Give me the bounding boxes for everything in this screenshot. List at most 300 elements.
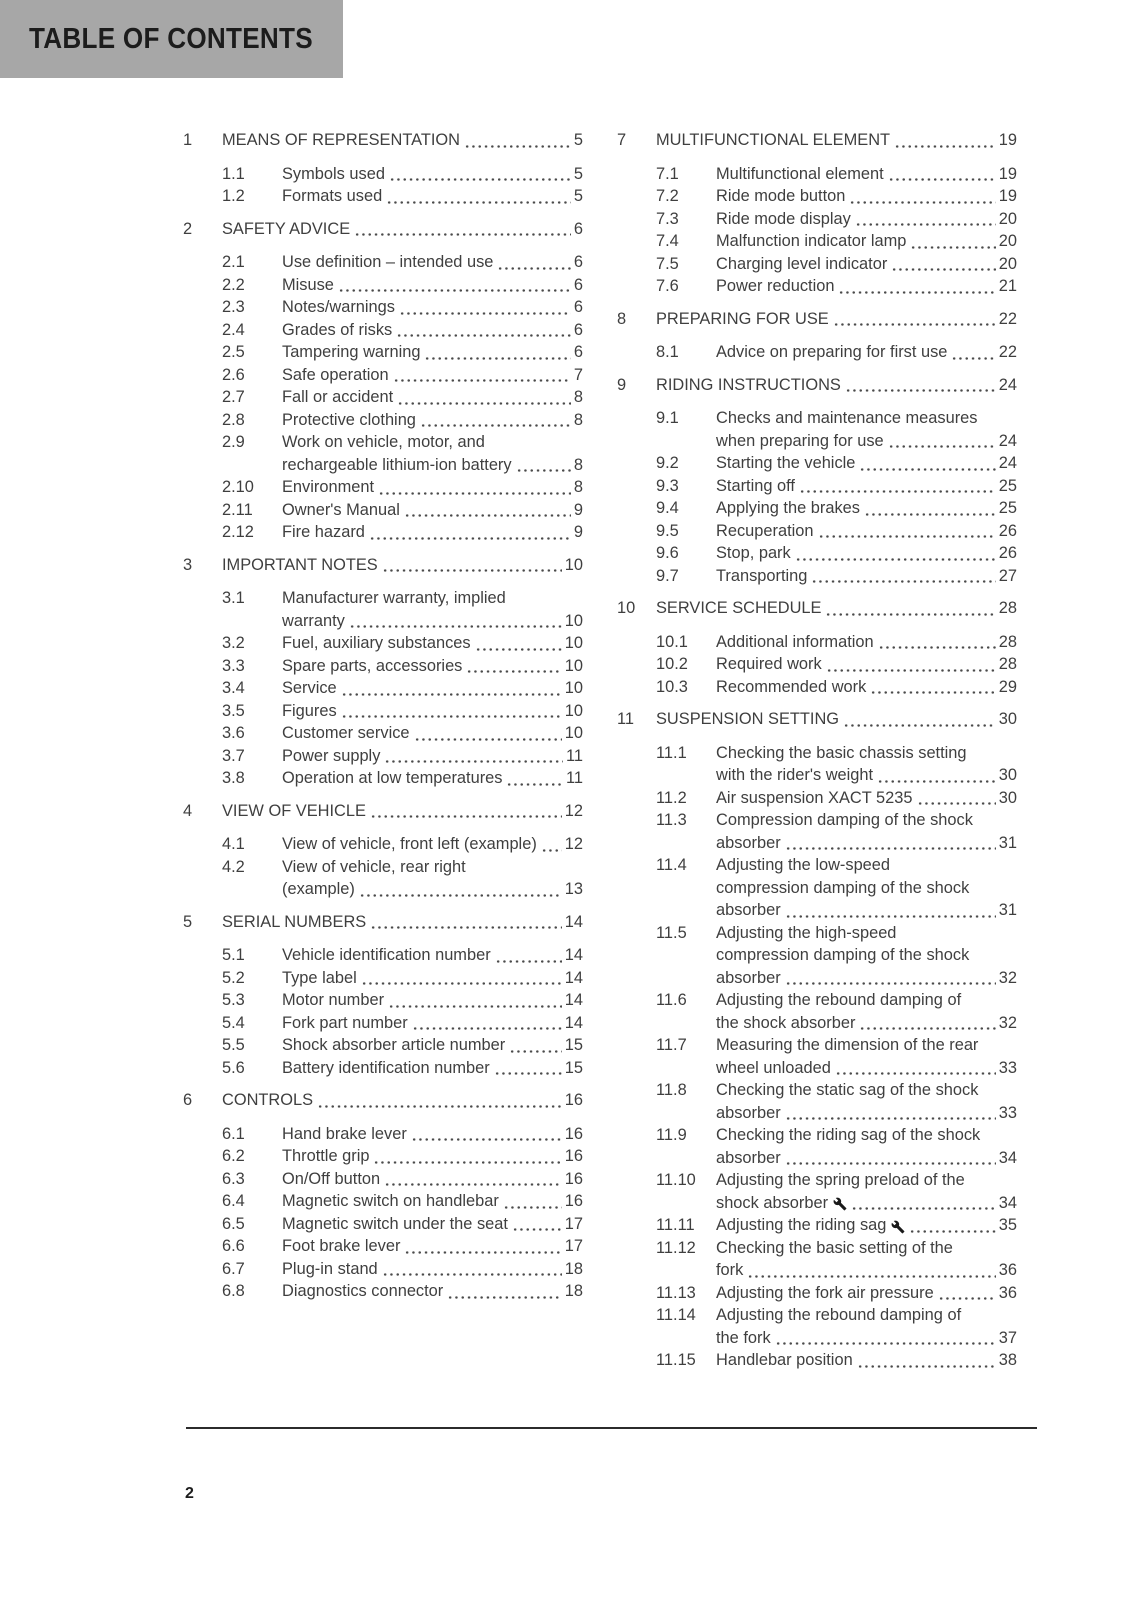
dot-leader bbox=[857, 1365, 996, 1368]
entry-page-number: 9 bbox=[573, 523, 583, 541]
entry-number: 2.8 bbox=[222, 410, 245, 429]
entry-number: 9.2 bbox=[656, 454, 679, 472]
dot-leader bbox=[799, 490, 996, 493]
entry-title: View of vehicle, front left (example) bbox=[282, 835, 537, 853]
dot-leader bbox=[888, 445, 996, 448]
entry-title: shock absorber bbox=[716, 1193, 829, 1212]
entry-title: Transporting bbox=[716, 566, 808, 585]
toc-entry bbox=[183, 499, 583, 522]
toc-entry bbox=[183, 386, 583, 409]
entry-title-line: View of vehicle, rear right bbox=[282, 857, 466, 876]
toc-entry bbox=[617, 1282, 1017, 1305]
toc-entry bbox=[183, 856, 583, 901]
dot-leader bbox=[412, 1027, 562, 1030]
toc-section bbox=[183, 129, 583, 208]
dot-leader bbox=[341, 715, 562, 718]
dot-leader bbox=[495, 960, 562, 963]
entry-number: 1 bbox=[183, 131, 193, 149]
toc-entry bbox=[183, 1235, 583, 1258]
toc-entry bbox=[617, 631, 1017, 654]
dot-leader bbox=[378, 492, 571, 495]
entry-title: Handlebar position bbox=[716, 1351, 853, 1369]
dot-leader bbox=[845, 389, 996, 392]
entry-page-number: 8 bbox=[573, 410, 583, 429]
entry-number: 11.10 bbox=[656, 1171, 696, 1189]
entry-title: Stop, park bbox=[716, 544, 791, 562]
dot-leader bbox=[909, 1230, 995, 1233]
dot-leader bbox=[359, 894, 562, 897]
entry-number: 9.6 bbox=[656, 544, 679, 562]
dot-leader bbox=[851, 1207, 996, 1210]
entry-title: absorber bbox=[716, 968, 781, 987]
entry-number: 8 bbox=[617, 309, 627, 328]
dot-leader bbox=[855, 223, 996, 226]
entry-title: MEANS OF REPRESENTATION bbox=[222, 131, 460, 149]
entry-page-number: 38 bbox=[998, 1351, 1017, 1369]
entry-number: 6.5 bbox=[222, 1214, 245, 1233]
dot-leader bbox=[349, 625, 562, 628]
entry-number: 3.2 bbox=[222, 634, 245, 652]
dot-leader bbox=[894, 145, 996, 148]
entry-page-number: 30 bbox=[998, 766, 1017, 784]
toc-entry bbox=[617, 163, 1017, 186]
entry-page-number: 32 bbox=[998, 968, 1017, 987]
entry-title: Adjusting the riding sag bbox=[716, 1216, 887, 1234]
toc-entry bbox=[617, 1124, 1017, 1169]
toc-entry bbox=[183, 296, 583, 319]
dot-leader bbox=[795, 558, 996, 561]
entry-page-number: 30 bbox=[998, 710, 1017, 728]
toc-entry bbox=[183, 745, 583, 768]
toc-section-header bbox=[617, 597, 1017, 620]
entry-number: 9.4 bbox=[656, 499, 679, 517]
entry-title: Magnetic switch under the seat bbox=[282, 1214, 508, 1233]
entry-page-number: 6 bbox=[573, 343, 583, 361]
entry-page-number: 24 bbox=[998, 431, 1017, 450]
dot-leader bbox=[785, 1117, 996, 1120]
entry-page-number: 5 bbox=[573, 187, 583, 205]
entry-page-number: 8 bbox=[573, 478, 583, 496]
wrench-icon bbox=[833, 1197, 847, 1211]
entry-title: VIEW OF VEHICLE bbox=[222, 801, 366, 820]
toc-section bbox=[617, 708, 1017, 1372]
entry-number: 9.1 bbox=[656, 409, 679, 427]
toc-section bbox=[617, 129, 1017, 298]
entry-title-line: Checking the static sag of the shock bbox=[716, 1081, 979, 1099]
entry-number: 6.1 bbox=[222, 1124, 245, 1143]
dot-leader bbox=[397, 402, 571, 405]
entry-number: 9.3 bbox=[656, 476, 679, 495]
entry-title: Diagnostics connector bbox=[282, 1282, 444, 1300]
entry-title: Misuse bbox=[282, 275, 334, 294]
entry-title-line: compression damping of the shock bbox=[716, 946, 970, 964]
entry-number: 6.7 bbox=[222, 1259, 245, 1278]
entry-title: Vehicle identification number bbox=[282, 946, 491, 964]
entry-number: 9 bbox=[617, 375, 627, 394]
toc-entry bbox=[183, 700, 583, 723]
dot-leader bbox=[516, 469, 571, 472]
entry-title: Ride mode button bbox=[716, 187, 846, 205]
toc-entry bbox=[183, 677, 583, 700]
toc-entry bbox=[617, 253, 1017, 276]
entry-number: 11.15 bbox=[656, 1351, 696, 1369]
entry-title: RIDING INSTRUCTIONS bbox=[656, 375, 841, 394]
entry-title: Use definition – intended use bbox=[282, 253, 494, 271]
entry-number: 11.9 bbox=[656, 1126, 687, 1144]
entry-title-line: Manufacturer warranty, implied bbox=[282, 589, 506, 607]
entry-page-number: 12 bbox=[564, 835, 583, 853]
dot-leader bbox=[506, 783, 563, 786]
toc-entry bbox=[183, 1145, 583, 1168]
toc-entry bbox=[617, 653, 1017, 676]
toc-entry bbox=[183, 632, 583, 655]
entry-page-number: 28 bbox=[998, 655, 1017, 673]
entry-page-number: 10 bbox=[564, 634, 583, 652]
entry-page-number: 16 bbox=[564, 1124, 583, 1143]
entry-number: 6.8 bbox=[222, 1282, 245, 1300]
entry-page-number: 22 bbox=[998, 309, 1017, 328]
dot-leader bbox=[503, 1206, 562, 1209]
dot-leader bbox=[917, 802, 996, 805]
entry-number: 11.2 bbox=[656, 788, 687, 807]
entry-number: 7.4 bbox=[656, 232, 679, 250]
dot-leader bbox=[388, 1005, 562, 1008]
entry-number: 5.1 bbox=[222, 946, 245, 964]
entry-number: 11.14 bbox=[656, 1306, 696, 1324]
entry-title-line: Checks and maintenance measures bbox=[716, 409, 978, 427]
toc-entry bbox=[183, 476, 583, 499]
entry-title-line: Checking the basic chassis setting bbox=[716, 743, 967, 762]
entry-number: 2.11 bbox=[222, 500, 253, 519]
entry-number: 3 bbox=[183, 555, 193, 574]
dot-leader bbox=[843, 724, 996, 727]
toc-column bbox=[183, 129, 583, 1372]
toc-entry bbox=[617, 565, 1017, 588]
toc-entry bbox=[183, 967, 583, 990]
entry-page-number: 37 bbox=[998, 1328, 1017, 1347]
toc-entry bbox=[183, 1190, 583, 1213]
dot-leader bbox=[494, 1072, 562, 1075]
entry-title: Additional information bbox=[716, 632, 874, 651]
dot-leader bbox=[464, 145, 571, 148]
entry-number: 4.2 bbox=[222, 857, 245, 876]
entry-page-number: 28 bbox=[998, 599, 1017, 617]
toc-entry bbox=[183, 1258, 583, 1281]
dot-leader bbox=[396, 334, 571, 337]
toc-entry bbox=[183, 1034, 583, 1057]
toc-entry bbox=[617, 1349, 1017, 1372]
toc-entry bbox=[617, 1214, 1017, 1237]
toc-section-header bbox=[617, 308, 1017, 331]
dot-leader bbox=[414, 738, 562, 741]
toc-entry bbox=[183, 319, 583, 342]
entry-number: 11.3 bbox=[656, 811, 687, 829]
entry-title: Notes/warnings bbox=[282, 298, 395, 316]
entry-page-number: 34 bbox=[998, 1193, 1017, 1212]
entry-title-line: Adjusting the rebound damping of bbox=[716, 991, 962, 1009]
entry-number: 11.1 bbox=[656, 743, 687, 762]
toc-section bbox=[617, 597, 1017, 698]
entry-number: 11.12 bbox=[656, 1238, 696, 1257]
table-of-contents bbox=[183, 129, 1023, 1372]
entry-page-number: 31 bbox=[998, 833, 1017, 852]
entry-title: Air suspension XACT 5235 bbox=[716, 788, 913, 807]
entry-page-number: 30 bbox=[998, 788, 1017, 807]
entry-number: 5.2 bbox=[222, 968, 245, 987]
entry-title: Safe operation bbox=[282, 365, 389, 384]
entry-title: Tampering warning bbox=[282, 343, 421, 361]
entry-number: 9.5 bbox=[656, 521, 679, 540]
toc-section-header bbox=[183, 1089, 583, 1112]
dot-leader bbox=[404, 1251, 561, 1254]
entry-number: 5.3 bbox=[222, 991, 245, 1009]
toc-entry bbox=[617, 742, 1017, 787]
entry-title: Type label bbox=[282, 968, 357, 987]
entry-page-number: 24 bbox=[998, 375, 1017, 394]
toc-entry bbox=[617, 989, 1017, 1034]
entry-title: Malfunction indicator lamp bbox=[716, 232, 907, 250]
toc-entry bbox=[183, 989, 583, 1012]
dot-leader bbox=[878, 646, 996, 649]
dot-leader bbox=[384, 1183, 562, 1186]
entry-page-number: 11 bbox=[565, 769, 583, 787]
toc-entry bbox=[617, 1034, 1017, 1079]
toc-section-header bbox=[183, 218, 583, 241]
entry-title: absorber bbox=[716, 901, 781, 919]
entry-page-number: 16 bbox=[564, 1169, 583, 1188]
entry-page-number: 29 bbox=[998, 677, 1017, 696]
entry-number: 2.3 bbox=[222, 298, 245, 316]
dot-leader bbox=[382, 569, 562, 572]
entry-page-number: 6 bbox=[573, 320, 583, 339]
entry-number: 2.7 bbox=[222, 388, 245, 406]
entry-number: 11.7 bbox=[656, 1036, 687, 1054]
entry-number: 7.6 bbox=[656, 277, 679, 295]
toc-entry bbox=[183, 185, 583, 208]
entry-page-number: 31 bbox=[998, 901, 1017, 919]
dot-leader bbox=[864, 513, 996, 516]
dot-leader bbox=[849, 201, 995, 204]
entry-number: 11.11 bbox=[656, 1216, 695, 1234]
entry-page-number: 15 bbox=[564, 1036, 583, 1054]
entry-title: warranty bbox=[282, 611, 345, 630]
dot-leader bbox=[497, 267, 570, 270]
dot-leader bbox=[811, 580, 995, 583]
toc-entry bbox=[183, 409, 583, 432]
dot-leader bbox=[317, 1105, 562, 1108]
entry-number: 2.1 bbox=[222, 253, 245, 271]
dot-leader bbox=[447, 1296, 562, 1299]
dot-leader bbox=[833, 323, 996, 326]
toc-entry bbox=[183, 1012, 583, 1035]
entry-title: Motor number bbox=[282, 991, 385, 1009]
entry-title: Figures bbox=[282, 701, 337, 720]
entry-page-number: 6 bbox=[573, 275, 583, 294]
entry-number: 2.12 bbox=[222, 523, 254, 541]
toc-section bbox=[617, 308, 1017, 364]
entry-page-number: 15 bbox=[564, 1058, 583, 1077]
toc-section bbox=[183, 1089, 583, 1303]
entry-number: 2 bbox=[183, 219, 193, 238]
dot-leader bbox=[826, 669, 996, 672]
toc-entry bbox=[183, 1213, 583, 1236]
entry-number: 2.5 bbox=[222, 343, 245, 361]
entry-number: 3.4 bbox=[222, 679, 245, 697]
toc-entry bbox=[183, 521, 583, 544]
toc-entry bbox=[183, 274, 583, 297]
dot-leader bbox=[870, 691, 995, 694]
toc-section-header bbox=[617, 708, 1017, 731]
entry-page-number: 10 bbox=[564, 555, 583, 574]
entry-title: Adjusting the fork air pressure bbox=[716, 1283, 934, 1302]
entry-number: 1.1 bbox=[222, 164, 245, 183]
entry-title-line: Checking the basic setting of the bbox=[716, 1238, 953, 1257]
entry-page-number: 7 bbox=[573, 365, 583, 384]
entry-title: absorber bbox=[716, 833, 781, 852]
entry-page-number: 10 bbox=[564, 679, 583, 697]
entry-number: 11 bbox=[617, 710, 635, 728]
entry-title: absorber bbox=[716, 1148, 781, 1167]
toc-entry bbox=[183, 587, 583, 632]
entry-number: 5 bbox=[183, 912, 193, 931]
entry-title-line: Adjusting the spring preload of the bbox=[716, 1171, 965, 1189]
entry-title: Formats used bbox=[282, 187, 383, 205]
entry-number: 3.7 bbox=[222, 746, 245, 765]
dot-leader bbox=[877, 780, 996, 783]
entry-title: Power reduction bbox=[716, 277, 835, 295]
entry-title: Starting the vehicle bbox=[716, 454, 856, 472]
entry-title: Power supply bbox=[282, 746, 381, 765]
toc-section-header bbox=[183, 800, 583, 823]
entry-page-number: 27 bbox=[998, 566, 1017, 585]
toc-entry bbox=[183, 944, 583, 967]
toc-column bbox=[617, 129, 1017, 1372]
entry-title: when preparing for use bbox=[716, 431, 884, 450]
entry-title: SERVICE SCHEDULE bbox=[656, 599, 822, 617]
entry-number: 11.6 bbox=[656, 991, 687, 1009]
entry-title: Recuperation bbox=[716, 521, 814, 540]
entry-page-number: 12 bbox=[564, 801, 583, 820]
toc-entry bbox=[183, 251, 583, 274]
entry-number: 3.8 bbox=[222, 769, 245, 787]
entry-page-number: 8 bbox=[573, 455, 583, 474]
wrench-icon bbox=[891, 1220, 905, 1234]
entry-page-number: 21 bbox=[998, 277, 1017, 295]
entry-title: PREPARING FOR USE bbox=[656, 309, 829, 328]
entry-page-number: 28 bbox=[998, 632, 1017, 651]
dot-leader bbox=[411, 1138, 562, 1141]
entry-title: Fork part number bbox=[282, 1013, 408, 1032]
dot-leader bbox=[512, 1228, 562, 1231]
entry-title: Starting off bbox=[716, 476, 795, 495]
entry-title: Service bbox=[282, 679, 337, 697]
entry-page-number: 25 bbox=[998, 499, 1017, 517]
entry-page-number: 14 bbox=[564, 991, 583, 1009]
entry-title: MULTIFUNCTIONAL ELEMENT bbox=[656, 131, 891, 149]
dot-leader bbox=[338, 289, 571, 292]
entry-page-number: 19 bbox=[998, 187, 1017, 205]
entry-page-number: 20 bbox=[998, 232, 1017, 250]
entry-title: Owner's Manual bbox=[282, 500, 400, 519]
entry-number: 4.1 bbox=[222, 835, 245, 853]
toc-entry bbox=[617, 520, 1017, 543]
toc-entry bbox=[183, 364, 583, 387]
entry-page-number: 24 bbox=[998, 454, 1017, 472]
entry-title: (example) bbox=[282, 880, 355, 898]
entry-number: 10.2 bbox=[656, 655, 688, 673]
dot-leader bbox=[475, 648, 562, 651]
toc-entry bbox=[617, 854, 1017, 922]
entry-title-line: Measuring the dimension of the rear bbox=[716, 1036, 979, 1054]
dot-leader bbox=[891, 268, 995, 271]
entry-page-number: 18 bbox=[564, 1282, 583, 1300]
entry-page-number: 14 bbox=[564, 968, 583, 987]
dot-leader bbox=[785, 915, 996, 918]
toc-section-header bbox=[617, 129, 1017, 152]
toc-entry bbox=[183, 1168, 583, 1191]
entry-page-number: 10 bbox=[564, 656, 583, 675]
entry-title: Charging level indicator bbox=[716, 254, 888, 273]
dot-leader bbox=[369, 537, 571, 540]
toc-section-header bbox=[183, 129, 583, 152]
entry-title: wheel unloaded bbox=[716, 1058, 831, 1077]
entry-page-number: 33 bbox=[998, 1058, 1017, 1077]
entry-number: 7.3 bbox=[656, 209, 679, 228]
toc-entry bbox=[617, 1237, 1017, 1282]
entry-number: 6.2 bbox=[222, 1147, 245, 1165]
entry-title-line: Adjusting the low-speed bbox=[716, 856, 891, 874]
toc-entry bbox=[617, 407, 1017, 452]
dot-leader bbox=[541, 849, 562, 852]
dot-leader bbox=[835, 1072, 996, 1075]
entry-number: 8.1 bbox=[656, 343, 679, 361]
entry-title-line: Compression damping of the shock bbox=[716, 811, 973, 829]
entry-title: IMPORTANT NOTES bbox=[222, 555, 378, 574]
entry-title: On/Off button bbox=[282, 1169, 381, 1188]
dot-leader bbox=[818, 535, 996, 538]
entry-title: Ride mode display bbox=[716, 209, 851, 228]
dot-leader bbox=[399, 312, 571, 315]
dot-leader bbox=[509, 1050, 562, 1053]
toc-section-header bbox=[183, 554, 583, 577]
toc-entry bbox=[183, 163, 583, 186]
entry-page-number: 5 bbox=[573, 131, 583, 149]
dot-leader bbox=[420, 424, 571, 427]
entry-number: 3.3 bbox=[222, 656, 245, 675]
entry-title: Spare parts, accessories bbox=[282, 656, 463, 675]
entry-number: 11.4 bbox=[656, 856, 687, 874]
entry-title: Recommended work bbox=[716, 677, 867, 696]
entry-title: with the rider's weight bbox=[716, 766, 874, 784]
dot-leader bbox=[354, 233, 571, 236]
toc-entry bbox=[617, 1079, 1017, 1124]
page-title: TABLE OF CONTENTS bbox=[29, 22, 313, 55]
entry-page-number: 32 bbox=[998, 1013, 1017, 1032]
entry-page-number: 26 bbox=[998, 521, 1017, 540]
entry-page-number: 36 bbox=[998, 1261, 1017, 1279]
toc-section bbox=[183, 800, 583, 901]
toc-entry bbox=[617, 676, 1017, 699]
dot-leader bbox=[888, 178, 996, 181]
toc-section bbox=[183, 554, 583, 790]
dot-leader bbox=[859, 1027, 995, 1030]
page-number: 2 bbox=[185, 1485, 194, 1502]
entry-number: 7.2 bbox=[656, 187, 679, 205]
entry-number: 5.5 bbox=[222, 1036, 245, 1054]
dot-leader bbox=[341, 693, 562, 696]
entry-number: 3.6 bbox=[222, 724, 245, 742]
entry-page-number: 20 bbox=[998, 209, 1017, 228]
